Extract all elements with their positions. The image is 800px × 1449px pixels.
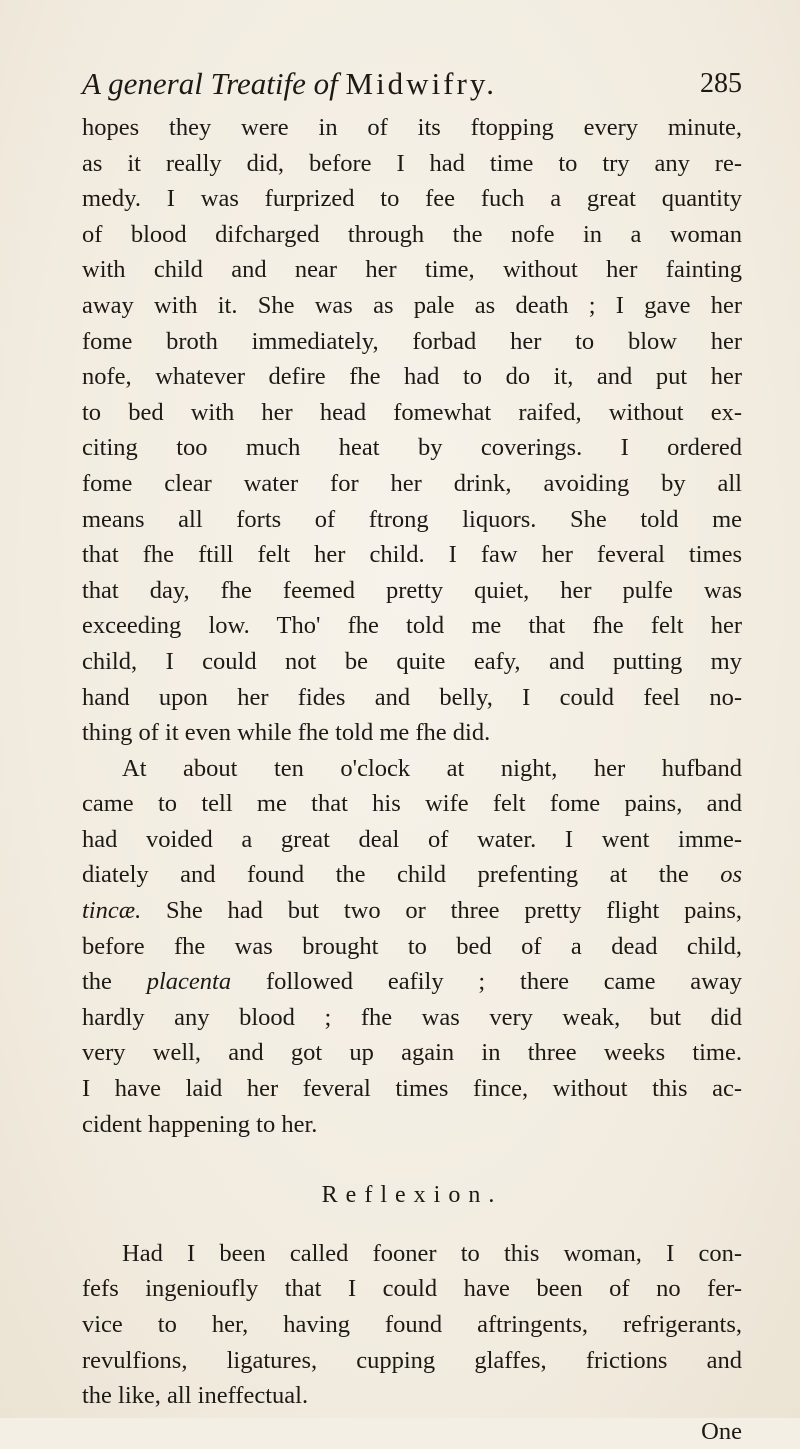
text-line: means all forts of ftrong liquors. She told me xyxy=(82,505,742,533)
text-line: Had I been called fooner to this woman, I con- xyxy=(122,1239,742,1267)
section-heading: Reflexion. xyxy=(321,1182,503,1209)
text-line: away with it. She was as pale as death ; I gave her xyxy=(82,291,742,319)
latin-term: placenta xyxy=(146,968,232,996)
text-line: I have laid her feveral times fince, without this ac- xyxy=(82,1075,742,1103)
text-line: hardly any blood ; fhe was very weak, but did xyxy=(82,1003,742,1031)
text-line: had voided a great deal of water. I went imme- xyxy=(82,825,742,853)
text-line: that day, fhe feemed pretty quiet, her pulfe was xyxy=(82,576,742,604)
text-line xyxy=(82,893,742,929)
text-line: to bed with her head fomewhat raifed, without ex- xyxy=(82,398,742,426)
text-line: cident happening to her. xyxy=(82,1110,318,1138)
text-line: fome clear water for her drink, avoiding by all xyxy=(82,469,742,497)
paragraph-1 xyxy=(82,110,742,751)
text-line: before fhe was brought to bed of a dead child, xyxy=(82,932,742,960)
text-line: revulfions, ligatures, cupping glaffes, frictions and xyxy=(82,1346,742,1374)
paragraph-3 xyxy=(82,1236,742,1414)
text-line: exceeding low. Tho' fhe told me that fhe felt her xyxy=(82,612,742,640)
text-run: diately and found the child prefenting at the xyxy=(82,861,689,889)
text-line: the like, all ineffectual. xyxy=(82,1382,309,1410)
text-line: very well, and got up again in three weeks time. xyxy=(82,1039,742,1067)
text-line: hopes they were in of its ftopping every minute, xyxy=(82,114,742,141)
text-line: of blood difcharged through the nofe in a woman xyxy=(82,220,742,248)
text-run: followed eafily ; there came away xyxy=(265,968,742,996)
text-line: as it really did, before I had time to try any re- xyxy=(82,149,742,177)
text-line: child, I could not be quite eafy, and putting my xyxy=(82,647,742,675)
text-line: nofe, whatever defire fhe had to do it, and put her xyxy=(82,363,742,391)
text-line: At about ten o'clock at night, her hufband xyxy=(122,754,742,782)
paragraph-2 xyxy=(82,751,742,1143)
text-line xyxy=(82,964,742,1000)
text-line: vice to her, having found aftringents, refrigerants, xyxy=(82,1311,742,1338)
text-line: fefs ingenioufly that I could have been of no fer- xyxy=(82,1275,742,1303)
body-text xyxy=(82,110,742,1449)
text-run: She had but two or three pretty flight pains, xyxy=(166,897,742,925)
running-head-caps: Midwifry. xyxy=(345,66,498,101)
text-line: hand upon her fides and belly, I could feel no- xyxy=(82,683,742,711)
catchword: One xyxy=(701,1417,742,1445)
text-line: that fhe ftill felt her child. I faw her feveral times xyxy=(82,541,742,569)
text-line: citing too much heat by coverings. I ordered xyxy=(82,434,742,462)
running-head-title: A general Treatife of xyxy=(82,66,338,101)
text-run: the xyxy=(82,968,112,996)
text-line: thing of it even while fhe told me fhe did. xyxy=(82,719,491,747)
latin-term: os xyxy=(720,861,743,889)
text-line xyxy=(82,857,742,893)
text-line: came to tell me that his wife felt fome pains, and xyxy=(82,790,742,818)
text-line: fome broth immediately, forbad her to blow her xyxy=(82,327,742,355)
text-line: with child and near her time, without her fainting xyxy=(82,256,742,284)
page-number: 285 xyxy=(700,68,742,99)
text-line: medy. I was furprized to fee fuch a great quantity xyxy=(82,185,742,213)
latin-term: tincæ. xyxy=(82,897,142,925)
running-head xyxy=(82,62,742,106)
